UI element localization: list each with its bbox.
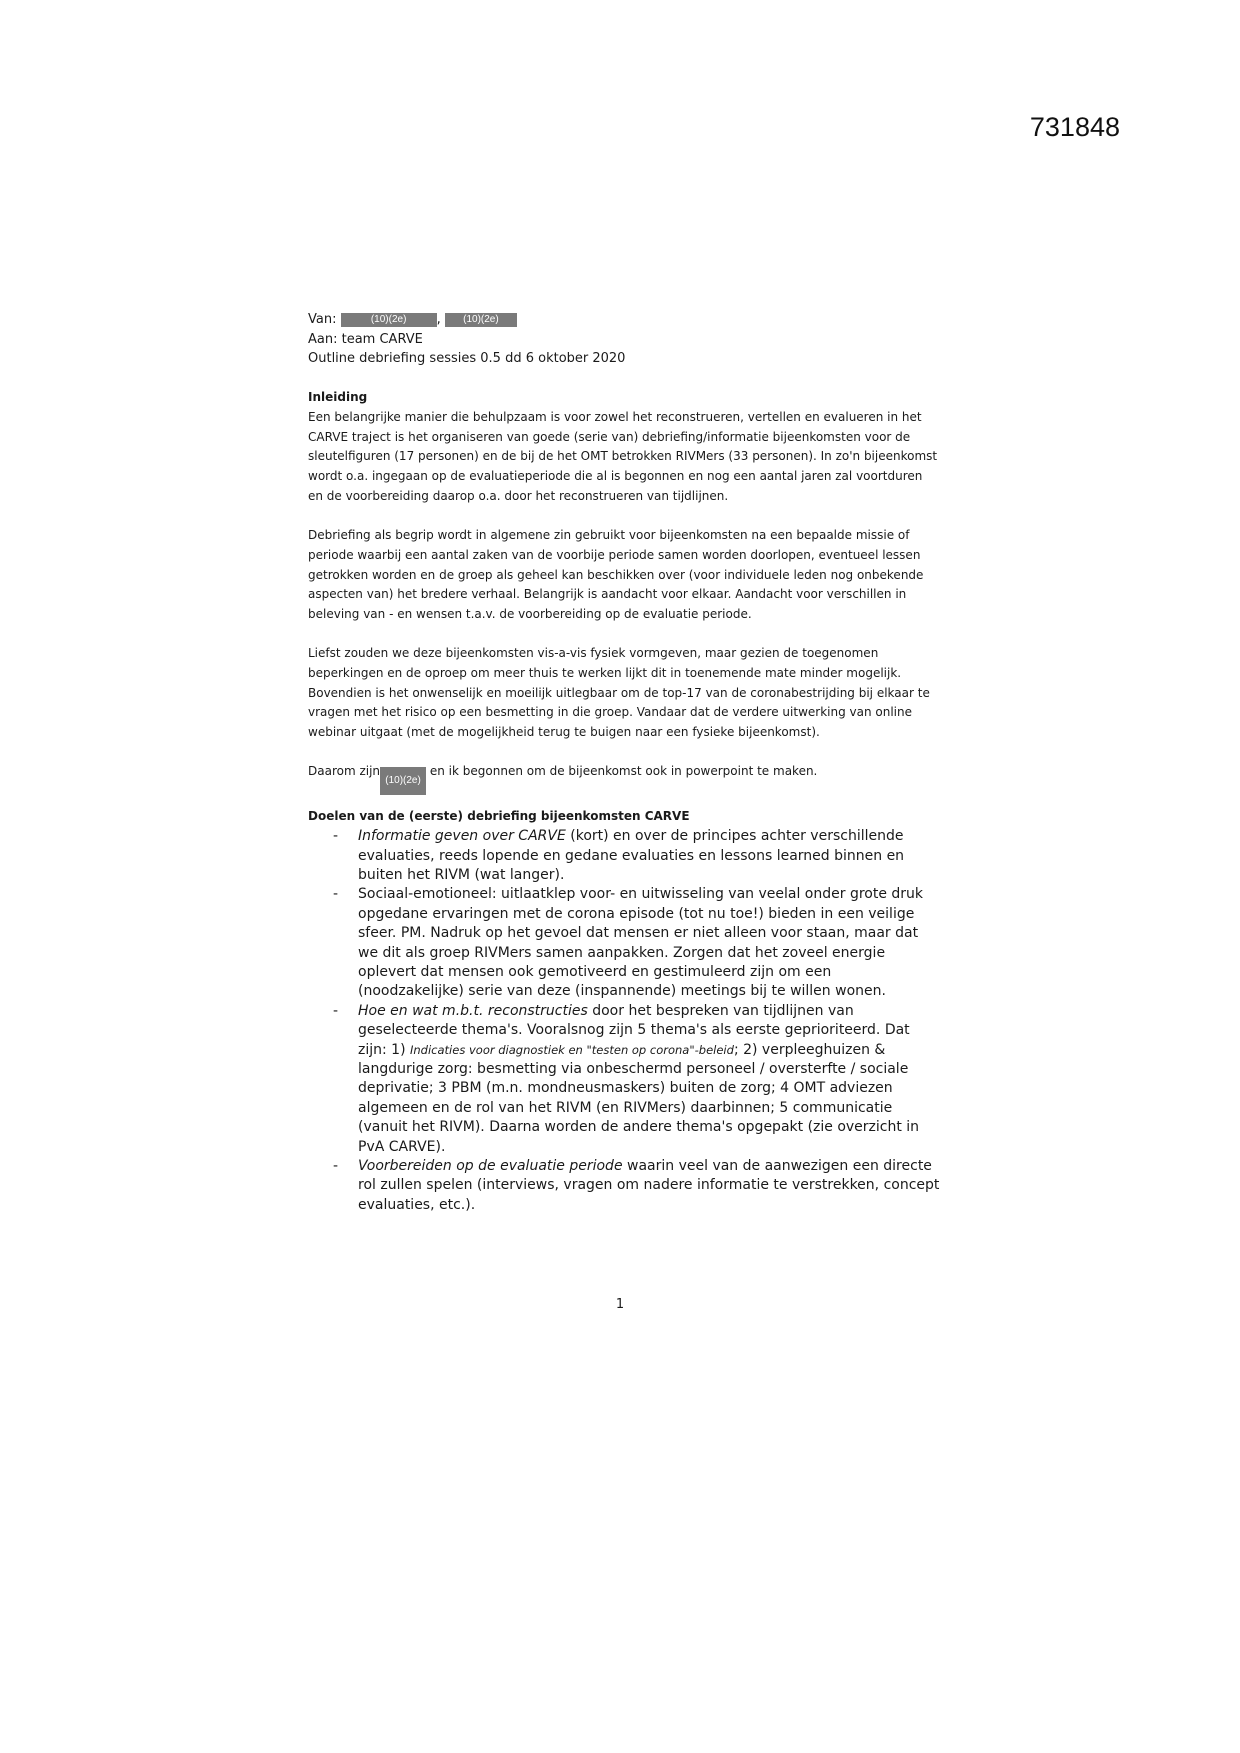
subject-line: Outline debriefing sessies 0.5 dd 6 oktober 2020	[308, 351, 626, 367]
redaction-box: (10)(2e)	[341, 313, 437, 327]
list-item	[308, 827, 940, 885]
from-line	[308, 310, 940, 330]
separator: ,	[436, 312, 441, 327]
goals-list	[308, 827, 940, 1215]
paragraph: Een belangrijke manier die behulpzaam is voor zowel het reconstrueren, vertellen en evalueren in het CARVE traject is het organiseren van goede (serie van) debriefing/informatie bijeenkomsten voor de sleutelfiguren (17 personen) en de bij de het OMT betrokken RIVMers (33 personen). In zo'n bijeenkomst wordt o.a. ingegaan op de evaluatieperiode die al is begonnen en nog een aantal jaren zal voortduren en de voorbereiding daarop o.a. door het reconstrueren van tijdlijnen.	[308, 410, 938, 503]
paragraph-end: en ik begonnen om de bijeenkomst ook in powerpoint te maken.	[429, 764, 818, 779]
list-item	[308, 1002, 940, 1157]
redaction-box: (10)(2e)	[445, 313, 517, 327]
item-text: door het bespreken van tijdlijnen van geselecteerde thema's. Vooralsnog zijn 5 thema's als eerste geprioriteerd. Dat zijn: 1)	[358, 1002, 910, 1058]
redaction-box: (10)(2e)	[380, 767, 426, 795]
paragraph: Liefst zouden we deze bijeenkomsten vis-a-vis fysiek vormgeven, maar gezien de toegenomen beperkingen en de oproep om meer thuis te werken lijkt dit in toenemende mate minder mogelijk. Bovendien is het onwenselijk en moeilijk uitlegbaar om de top-17 van de coronabestrijding bij elkaar te vragen met het risico op een besmetting in die groep. Vandaar dat de verdere uitwerking van online webinar uitgaat (met de mogelijkheid terug te buigen naar een fysieke bijeenkomst).	[308, 646, 930, 740]
paragraph	[308, 762, 940, 795]
item-text: waarin veel van de aanwezigen een directe rol zullen spelen (interviews, vragen om nadere informatie te verstrekken, concept evaluaties, etc.).	[358, 1158, 940, 1213]
letter-body	[308, 310, 940, 1215]
item-emphasis: Informatie geven over CARVE	[358, 828, 566, 845]
section-title-doelen: Doelen van de (eerste) debriefing bijeenkomsten CARVE	[308, 809, 690, 824]
list-item	[308, 1157, 940, 1215]
page-number: 1	[615, 1297, 625, 1312]
to-line: Aan: team CARVE	[308, 331, 423, 347]
item-small-emphasis: Indicaties voor diagnostiek en "testen op corona"-beleid	[410, 1042, 734, 1057]
section-title-inleiding: Inleiding	[308, 390, 368, 405]
item-text: Sociaal-emotioneel: uitlaatklep voor- en uitwisseling van veelal onder grote druk opgedane ervaringen met de corona episode (tot nu toe!) bieden in een veilige sfeer. PM. Nadruk op het gevoel dat mensen er niet alleen voor staan, maar dat we dit als groep RIVMers samen aanpakken. Zorgen dat het zoveel energie oplevert dat mensen ook gemotiveerd en gestimuleerd zijn om een (noodzakelijke) serie van deze (inspannende) meetings bij te willen wonen.	[358, 886, 924, 1000]
item-emphasis: Hoe en wat m.b.t. reconstructies	[358, 1002, 588, 1019]
from-label: Van:	[308, 312, 337, 327]
item-text: (kort) en over de principes achter verschillende evaluaties, reeds lopende en gedane evaluaties en lessons learned binnen en buiten het RIVM (wat langer).	[358, 828, 905, 883]
item-emphasis: Voorbereiden op de evaluatie periode	[358, 1158, 623, 1175]
paragraph-start: Daarom zijn	[308, 764, 381, 779]
item-text: ; 2) verpleeghuizen & langdurige zorg: besmetting via onbeschermd personeel / oversterfte / sociale deprivatie; 3 PBM (m.n. mondneusmaskers) buiten de zorg; 4 OMT adviezen algemeen en de rol van het RIVM (en RIVMers) daarbinnen; 5 communicatie (vanuit het RIVM). Daarna worden de andere thema's opgepakt (zie overzicht in PvA CARVE).	[358, 1041, 920, 1155]
paragraph: Debriefing als begrip wordt in algemene zin gebruikt voor bijeenkomsten na een bepaalde missie of periode waarbij een aantal zaken van de voorbije periode samen worden doorlopen, eventueel lessen getrokken worden en de groep als geheel kan beschikken over (voor individuele leden nog onbekende aspecten van) het bredere verhaal. Belangrijk is aandacht voor elkaar. Aandacht voor verschillen in beleving van - en wensen t.a.v. de voorbereiding op de evaluatie periode.	[308, 528, 924, 621]
list-item	[308, 885, 940, 1001]
document-number: 731848	[1029, 112, 1120, 142]
